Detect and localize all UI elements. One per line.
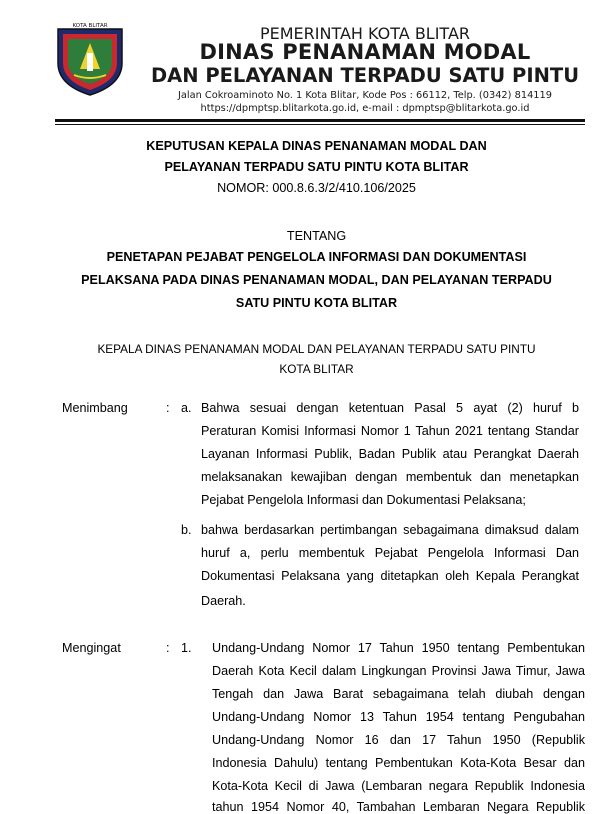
issuer-line2: KOTA BLITAR <box>279 362 354 376</box>
menimbang-a-line-4: melaksanakan kewajiban dengan membentuk dan menetapkan <box>201 470 579 484</box>
menimbang-colon: : <box>166 401 170 415</box>
letterhead-rule-thin <box>55 124 585 125</box>
department-name-line2: DAN PELAYANAN TERPADU SATU PINTU <box>150 64 580 87</box>
department-address: Jalan Cokroaminoto No. 1 Kota Blitar, Kode Pos : 66112, Telp. (0342) 814119 <box>177 90 553 101</box>
mengingat-marker-1: 1. <box>181 641 192 655</box>
department-web-email: https://dpmptsp.blitarkota.go.id, e-mail : dpmptsp@blitarkota.go.id <box>200 103 530 114</box>
mengingat-1-line-7: Kota-Kota Kecil di Jawa (Lembaran negara Republik Indonesia <box>212 779 585 793</box>
mengingat-1-line-6: Indonesia Dahulu) tentang Pembentukan Kota-Kota Besar dan <box>212 756 585 770</box>
menimbang-marker-b: b. <box>181 523 192 537</box>
menimbang-a-line-1: Bahwa sesuai dengan ketentuan Pasal 5 ayat (2) huruf b <box>201 401 579 415</box>
menimbang-a-line-2: Peraturan Komisi Informasi Nomor 1 Tahun 2021 tentang Standar <box>201 424 579 438</box>
department-name-line1: DINAS PENANAMAN MODAL <box>199 40 531 64</box>
decree-number-value: 000.8.6.3/2/410.106/2025 <box>272 181 416 195</box>
menimbang-b-line-1: bahwa berdasarkan pertimbangan sebagaimana dimaksud dalam <box>201 523 579 537</box>
letterhead-rule-thick <box>55 119 585 122</box>
mengingat-1-line-2: Daerah Kota Kecil dalam Lingkungan Provinsi Jawa Timur, Jawa <box>212 664 585 678</box>
menimbang-label: Menimbang <box>62 401 128 415</box>
svg-text:KOTA BLITAR: KOTA BLITAR <box>72 23 108 29</box>
tentang-heading: TENTANG <box>286 229 347 243</box>
mengingat-label: Mengingat <box>62 641 121 655</box>
decree-number-label: NOMOR: <box>217 181 269 195</box>
city-emblem-logo <box>54 19 126 97</box>
mengingat-1-line-1: Undang-Undang Nomor 17 Tahun 1950 tentang Pembentukan <box>212 641 585 655</box>
subject-line1: PENETAPAN PEJABAT PENGELOLA INFORMASI DAN DOKUMENTASI <box>106 250 527 264</box>
menimbang-marker-a: a. <box>181 401 192 415</box>
menimbang-b-line-3: Dokumentasi Pelaksana yang ditetapkan oleh Kepala Perangkat <box>201 569 579 583</box>
decree-number <box>40 181 593 195</box>
subject-line3: SATU PINTU KOTA BLITAR <box>235 296 398 310</box>
mengingat-1-line-8: tahun 1954 Nomor 40, Tambahan Lembaran Negara Republik <box>212 800 585 814</box>
issuer-line1: KEPALA DINAS PENANAMAN MODAL DAN PELAYANAN TERPADU SATU PINTU <box>97 342 536 356</box>
menimbang-b-line-2: huruf a, perlu membentuk Pejabat Pengelola Informasi Dan <box>201 546 579 560</box>
subject-line2: PELAKSANA PADA DINAS PENANAMAN MODAL, DAN PELAYANAN TERPADU <box>81 273 552 287</box>
government-name: PEMERINTAH KOTA BLITAR <box>259 24 471 43</box>
menimbang-a-line-5: Pejabat Pengelola Informasi dan Dokumentasi Pelaksana; <box>201 493 526 507</box>
decree-title-line1: KEPUTUSAN KEPALA DINAS PENANAMAN MODAL DAN <box>146 139 487 153</box>
mengingat-1-line-4: Undang-Undang Nomor 13 Tahun 1954 tentang Pengubahan <box>212 710 585 724</box>
menimbang-b-line-4: Daerah. <box>201 594 246 608</box>
decree-title-line2: PELAYANAN TERPADU SATU PINTU KOTA BLITAR <box>164 160 469 174</box>
mengingat-colon: : <box>166 641 170 655</box>
mengingat-1-line-3: Tengah dan Jawa Barat sebagaimana telah diubah dengan <box>212 687 585 701</box>
menimbang-a-line-3: Layanan Informasi Publik, Badan Publik atau Perangkat Daerah <box>201 447 579 461</box>
mengingat-1-line-5: Undang-Undang Nomor 16 dan 17 Tahun 1950 (Republik <box>212 733 585 747</box>
